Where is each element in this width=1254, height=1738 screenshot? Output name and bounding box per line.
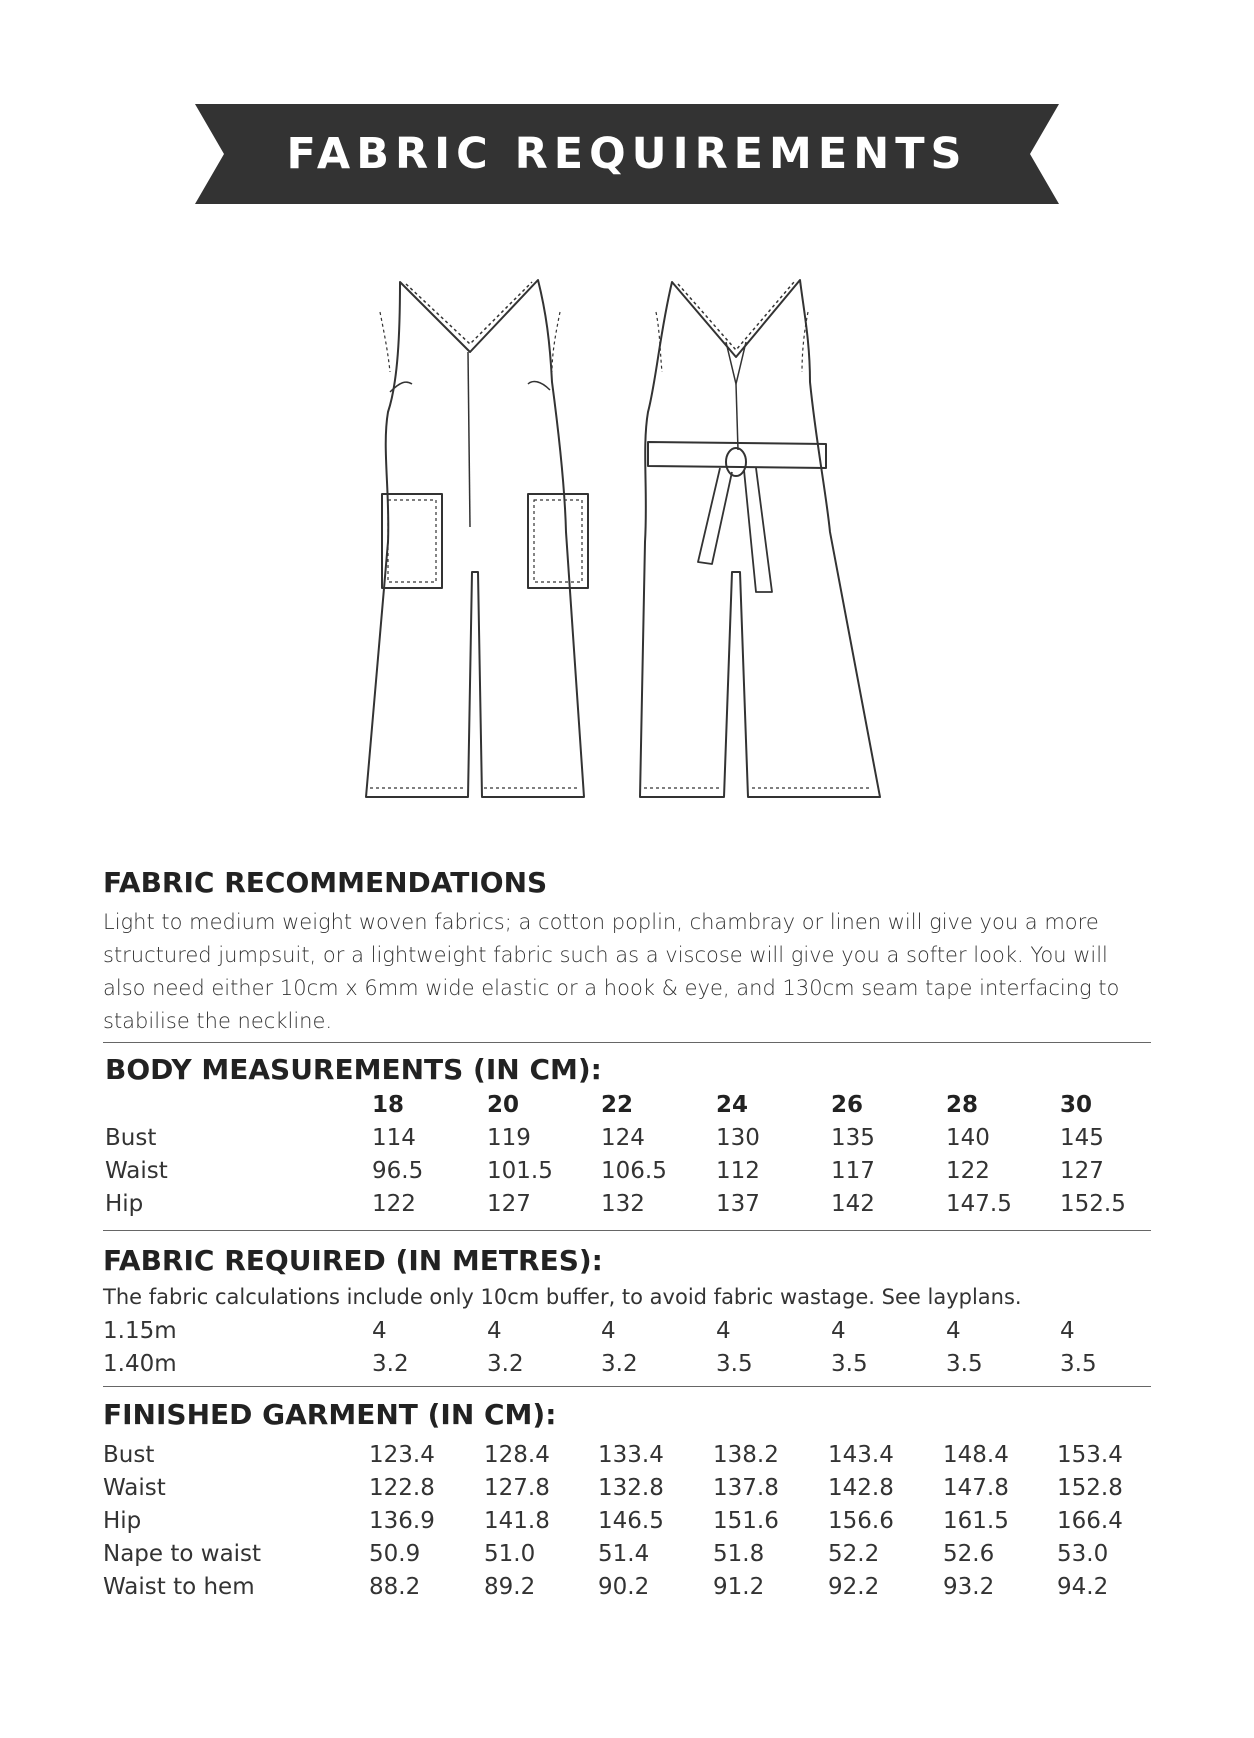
row-label: Hip [103,1508,142,1534]
table-cell: 142.8 [828,1475,894,1501]
table-cell: 152.5 [1060,1191,1126,1217]
table-cell: 4 [372,1318,387,1344]
table-cell: 161.5 [943,1508,1009,1534]
table-cell: 143.4 [828,1442,894,1468]
table-cell: 51.8 [713,1541,765,1567]
table-cell: 122.8 [369,1475,435,1501]
table-cell: 52.6 [943,1541,995,1567]
table-cell: 127 [487,1191,531,1217]
table-cell: 130 [716,1125,760,1151]
row-label: Waist [103,1475,166,1501]
table-cell: 128.4 [484,1442,550,1468]
size-header: 26 [831,1092,864,1118]
table-cell: 91.2 [713,1574,765,1600]
table-cell: 106.5 [601,1158,667,1184]
row-label: Waist to hem [103,1574,255,1600]
table-cell: 3.2 [601,1351,638,1377]
divider [103,1230,1151,1231]
table-cell: 124 [601,1125,645,1151]
page-title: FABRIC REQUIREMENTS [286,129,968,179]
table-cell: 127.8 [484,1475,550,1501]
finished-garment-heading: FINISHED GARMENT (IN CM): [103,1398,557,1431]
table-cell: 152.8 [1057,1475,1123,1501]
body-measurements-heading: BODY MEASUREMENTS (IN CM): [105,1053,602,1086]
row-label: Bust [105,1125,157,1151]
jumpsuit-technical-drawing [360,272,900,816]
table-cell: 147.5 [946,1191,1012,1217]
size-header: 18 [372,1092,405,1118]
table-cell: 156.6 [828,1508,894,1534]
table-cell: 122 [946,1158,990,1184]
table-cell: 90.2 [598,1574,650,1600]
row-label: Bust [103,1442,155,1468]
table-cell: 138.2 [713,1442,779,1468]
table-cell: 3.5 [1060,1351,1097,1377]
table-cell: 141.8 [484,1508,550,1534]
table-cell: 93.2 [943,1574,995,1600]
table-cell: 88.2 [369,1574,421,1600]
fabric-required-heading: FABRIC REQUIRED (IN METRES): [103,1244,603,1277]
table-cell: 127 [1060,1158,1104,1184]
size-header: 28 [946,1092,979,1118]
table-cell: 119 [487,1125,531,1151]
table-cell: 92.2 [828,1574,880,1600]
table-cell: 96.5 [372,1158,424,1184]
table-cell: 4 [831,1318,846,1344]
table-cell: 4 [487,1318,502,1344]
size-header: 22 [601,1092,634,1118]
table-cell: 3.5 [831,1351,868,1377]
table-cell: 145 [1060,1125,1104,1151]
table-cell: 51.4 [598,1541,650,1567]
jumpsuit-front-illustration [366,280,588,797]
table-cell: 140 [946,1125,990,1151]
size-header: 30 [1060,1092,1093,1118]
table-cell: 137.8 [713,1475,779,1501]
table-cell: 51.0 [484,1541,536,1567]
table-cell: 146.5 [598,1508,664,1534]
table-cell: 114 [372,1125,416,1151]
row-label: Hip [105,1191,144,1217]
table-cell: 53.0 [1057,1541,1109,1567]
fabric-recommendations-text: Light to medium weight woven fabrics; a cotton poplin, chambray or linen will give you a more structured jumpsuit, or a lightweight fabric such as a viscose will give you a softer look. You will also need either 10cm x 6mm wide elastic or a hook & eye, and 130cm seam tape interfacing to stabilise the neckline. [103,910,1120,1033]
table-cell: 3.5 [716,1351,753,1377]
table-cell: 166.4 [1057,1508,1123,1534]
fabric-required-note: The fabric calculations include only 10cm buffer, to avoid fabric wastage. See layplans. [103,1285,1022,1309]
table-cell: 50.9 [369,1541,421,1567]
table-cell: 4 [946,1318,961,1344]
table-cell: 112 [716,1158,760,1184]
table-cell: 135 [831,1125,875,1151]
row-label: 1.15m [103,1318,177,1344]
row-label: Waist [105,1158,168,1184]
table-cell: 151.6 [713,1508,779,1534]
table-cell: 3.5 [946,1351,983,1377]
table-cell: 132 [601,1191,645,1217]
jumpsuit-back-illustration [640,280,880,797]
table-cell: 147.8 [943,1475,1009,1501]
table-cell: 132.8 [598,1475,664,1501]
divider [103,1042,1151,1043]
divider [103,1386,1151,1387]
table-cell: 3.2 [487,1351,524,1377]
table-cell: 133.4 [598,1442,664,1468]
table-cell: 136.9 [369,1508,435,1534]
table-cell: 142 [831,1191,875,1217]
table-cell: 153.4 [1057,1442,1123,1468]
table-cell: 148.4 [943,1442,1009,1468]
table-cell: 4 [716,1318,731,1344]
table-cell: 122 [372,1191,416,1217]
table-cell: 4 [1060,1318,1075,1344]
size-header: 24 [716,1092,749,1118]
table-cell: 137 [716,1191,760,1217]
title-banner [195,104,1059,204]
row-label: 1.40m [103,1351,177,1377]
table-cell: 52.2 [828,1541,880,1567]
size-header: 20 [487,1092,520,1118]
table-cell: 101.5 [487,1158,553,1184]
fabric-recommendations-heading: FABRIC RECOMMENDATIONS [103,866,548,899]
table-cell: 4 [601,1318,616,1344]
table-cell: 94.2 [1057,1574,1109,1600]
table-cell: 117 [831,1158,875,1184]
row-label: Nape to waist [103,1541,262,1567]
table-cell: 89.2 [484,1574,536,1600]
table-cell: 3.2 [372,1351,409,1377]
table-cell: 123.4 [369,1442,435,1468]
